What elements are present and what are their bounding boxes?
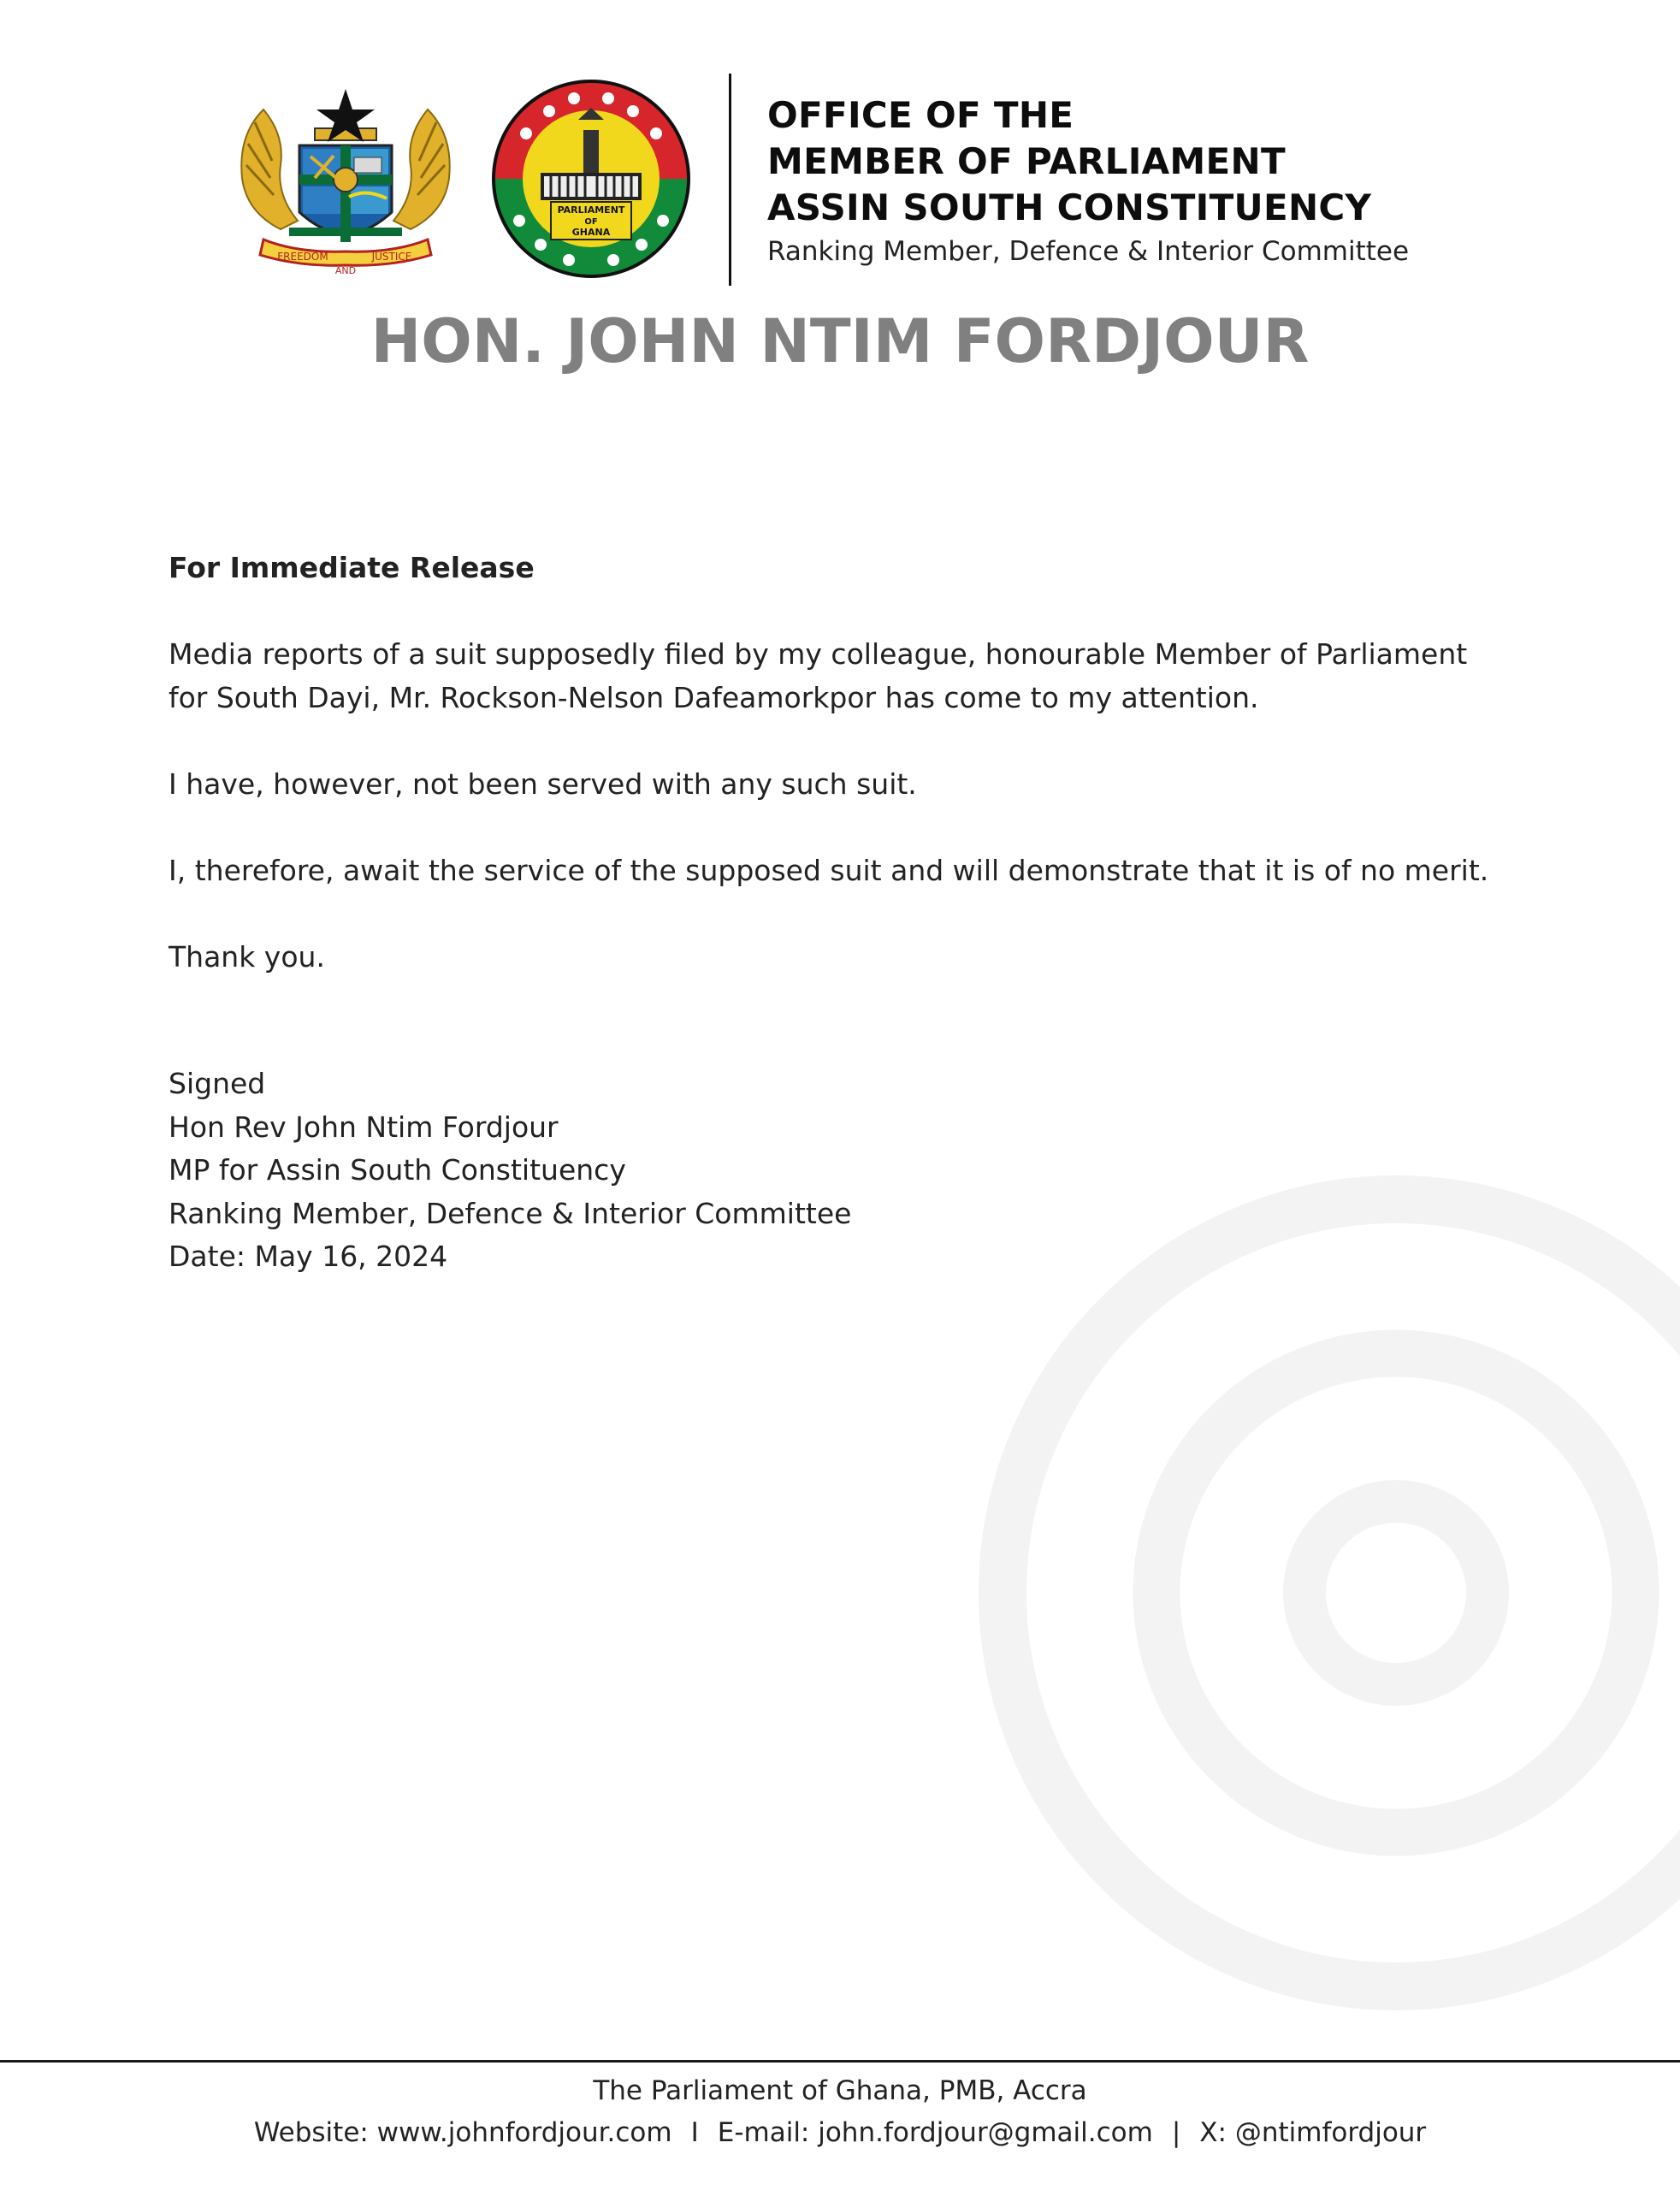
ghana-coat-of-arms-icon: [229, 84, 462, 277]
footer-email-link[interactable]: E-mail: john.fordjour@gmail.com: [717, 2117, 1153, 2148]
footer-separator: I: [690, 2117, 699, 2148]
signature-constituency: MP for Assin South Constituency: [169, 1153, 626, 1187]
coat-motto-freedom: FREEDOM: [277, 251, 328, 263]
paragraph-3: I, therefore, await the service of the supposed suit and will demonstrate that it is of no merit.: [169, 854, 1489, 887]
seal-text-of: OF: [584, 217, 598, 227]
parliament-of-ghana-seal-icon: [489, 77, 693, 281]
signature-role: Ranking Member, Defence & Interior Committee: [169, 1196, 852, 1230]
release-label: For Immediate Release: [169, 551, 535, 584]
seal-text-ghana: GHANA: [571, 227, 611, 238]
seal-text-parliament: PARLIAMENT: [557, 204, 625, 216]
paragraph-1-line-1: Media reports of a suit supposedly filed by my colleague, honourable Member of Parliament: [169, 637, 1468, 671]
signature-date: Date: May 16, 2024: [169, 1240, 448, 1273]
footer-separator-2: |: [1171, 2117, 1181, 2148]
watermark-ring-outer: [1003, 1199, 1680, 1986]
paragraph-4: Thank you.: [169, 940, 325, 974]
coat-motto-and: AND: [334, 265, 357, 276]
office-line-2: MEMBER OF PARLIAMENT: [767, 140, 1286, 182]
office-heading: [767, 92, 1409, 270]
office-role: Ranking Member, Defence & Interior Committee: [767, 236, 1410, 267]
office-line-3: ASSIN SOUTH CONSTITUENCY: [767, 186, 1372, 228]
footer-contacts: [0, 2117, 1680, 2148]
footer-divider: [0, 2060, 1680, 2063]
watermark-ring-middle: [1156, 1353, 1636, 1832]
footer-x-handle-link[interactable]: X: @ntimfordjour: [1199, 2117, 1427, 2148]
press-release-body: [169, 546, 1571, 979]
coat-motto-justice: JUSTICE: [371, 251, 412, 263]
signature-signed: Signed: [169, 1067, 266, 1100]
paragraph-1-line-2: for South Dayi, Mr. Rockson-Nelson Dafeamorkpor has come to my attention.: [169, 681, 1259, 714]
watermark-ring-inner: [1304, 1501, 1488, 1684]
signature-name: Hon Rev John Ntim Fordjour: [169, 1110, 559, 1144]
paragraph-1: [169, 632, 1571, 719]
office-line-1: OFFICE OF THE: [767, 94, 1074, 136]
mp-name-title: HON. JOHN NTIM FORDJOUR: [370, 306, 1310, 376]
header-divider: [729, 74, 731, 286]
paragraph-2: I have, however, not been served with any such suit.: [169, 767, 917, 801]
signature-block: [169, 1062, 851, 1279]
footer-address: The Parliament of Ghana, PMB, Accra: [593, 2075, 1087, 2106]
footer-website-link[interactable]: Website: www.johnfordjour.com: [253, 2117, 672, 2148]
